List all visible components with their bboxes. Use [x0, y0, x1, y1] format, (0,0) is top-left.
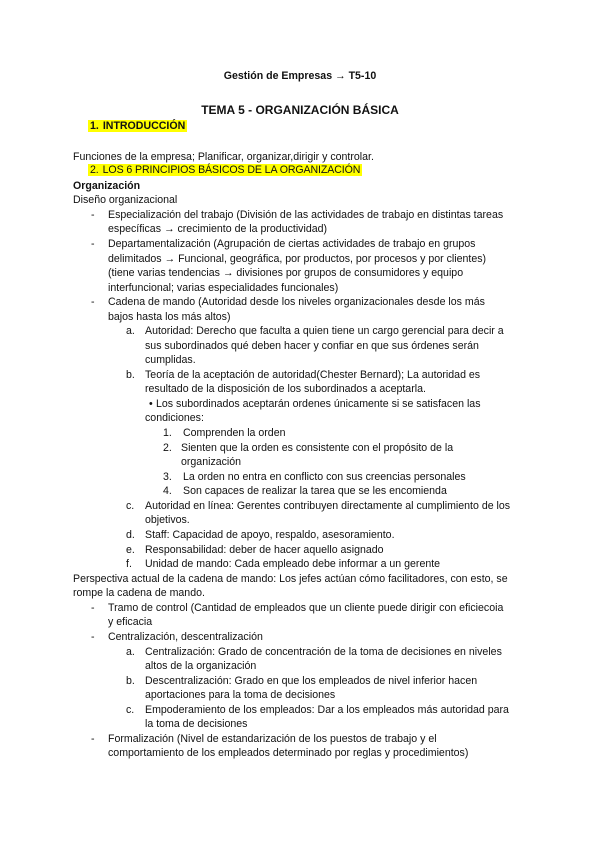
dash-marker: - — [91, 602, 95, 614]
condicion-3: La orden no entra en conflicto con sus creencias personales — [183, 471, 466, 483]
autoridad-linea-line1: Autoridad en línea: Gerentes contribuyen directamente al cumplimiento de los — [145, 500, 511, 512]
tramo-line1: Tramo de control (Cantidad de empleados que un cliente puede dirigir con eficiecoia — [108, 602, 504, 614]
section-number: 1. — [90, 120, 99, 132]
list-marker-c: c. — [126, 500, 135, 512]
departamentalizacion-line2: delimitados → Funcional, geográfica, por productos, por procesos y por clientes) — [108, 253, 487, 265]
list-marker-a: a. — [126, 646, 135, 658]
unidad-mando-line: Unidad de mando: Cada empleado debe informar a un gerente — [145, 558, 441, 570]
cadena-line2: bajos hasta los más altos) — [108, 311, 231, 323]
centralizacion-heading: Centralización, descentralización — [108, 631, 263, 643]
list-marker-2: 2. — [163, 442, 172, 454]
list-marker-c: c. — [126, 704, 135, 716]
list-marker-4: 4. — [163, 485, 172, 497]
cadena-line1: Cadena de mando (Autoridad desde los niveles organizacionales desde los más — [108, 296, 485, 308]
condicion-1: Comprenden la orden — [183, 427, 286, 439]
autoridad-line3: cumplidas. — [145, 354, 196, 366]
dash-marker: - — [91, 209, 95, 221]
especializacion-line2: específicas → crecimiento de la productividad) — [108, 223, 328, 235]
condicion-2-line2: organización — [181, 456, 242, 468]
organizacion-heading: Organización — [73, 180, 141, 192]
condiciones-line2: condiciones: — [145, 412, 204, 424]
section-label: LOS 6 PRINCIPIOS BÁSICOS DE LA ORGANIZACIÓN — [102, 164, 361, 176]
condiciones-line1: Los subordinados aceptarán ordenes únicamente si se satisfacen las — [156, 398, 481, 410]
departamentalizacion-line3: (tiene varias tendencias → divisiones por grupos de consumidores y equipo — [108, 267, 464, 279]
departamentalizacion-line1: Departamentalización (Agrupación de ciertas actividades de trabajo en grupos — [108, 238, 476, 250]
empoderamiento-line2: la toma de decisiones — [145, 718, 248, 730]
list-marker-d: d. — [126, 529, 135, 541]
document-header: Gestión de Empresas → T5-10 — [223, 70, 377, 82]
list-marker-b: b. — [126, 369, 135, 381]
dash-marker: - — [91, 733, 95, 745]
list-marker-b: b. — [126, 675, 135, 687]
descentralizacion-line2: aportaciones para la toma de decisiones — [145, 689, 336, 701]
autoridad-line1: Autoridad: Derecho que faculta a quien tiene un cargo gerencial para decir a — [145, 325, 504, 337]
aceptacion-line2: resultado de la disposición de los subordinados a aceptarla. — [145, 383, 426, 395]
list-marker-f: f. — [126, 558, 132, 570]
list-marker-e: e. — [126, 544, 135, 556]
section-heading-introduccion — [88, 119, 187, 133]
empoderamiento-line1: Empoderamiento de los empleados: Dar a los empleados más autoridad para — [145, 704, 509, 716]
tramo-line2: y eficacia — [108, 616, 153, 628]
especializacion-line1: Especialización del trabajo (División de las actividades de trabajo en distintas tareas — [108, 209, 504, 221]
autoridad-linea-line2: objetivos. — [145, 514, 190, 526]
list-marker-a: a. — [126, 325, 135, 337]
dash-marker: - — [91, 296, 95, 308]
page-title: TEMA 5 - ORGANIZACIÓN BÁSICA — [201, 103, 399, 117]
bullet-marker: • — [149, 398, 153, 410]
autoridad-line2: sus subordinados qué deben hacer y confiar en que sus órdenes serán — [145, 340, 479, 352]
centralizacion-line1: Centralización: Grado de concentración de la toma de decisiones en niveles — [145, 646, 502, 658]
responsabilidad-line: Responsabilidad: deber de hacer aquello asignado — [145, 544, 384, 556]
section-label: INTRODUCCIÓN — [102, 120, 186, 132]
intro-text: Funciones de la empresa; Planificar, organizar,dirigir y controlar. — [73, 151, 374, 163]
section-heading-principios — [88, 163, 362, 177]
staff-line: Staff: Capacidad de apoyo, respaldo, asesoramiento. — [145, 529, 395, 541]
dash-marker: - — [91, 238, 95, 250]
centralizacion-line2: altos de la organización — [145, 660, 257, 672]
condicion-2-line1: Sienten que la orden es consistente con el propósito de la — [181, 442, 454, 454]
perspectiva-line1: Perspectiva actual de la cadena de mando: Los jefes actúan cómo facilitadores, con esto, se — [73, 573, 508, 585]
dash-marker: - — [91, 631, 95, 643]
formalizacion-line1: Formalización (Nivel de estandarización de los puestos de trabajo y el — [108, 733, 437, 745]
section-number: 2. — [90, 164, 99, 176]
condicion-4: Son capaces de realizar la tarea que se les encomienda — [183, 485, 447, 497]
list-marker-3: 3. — [163, 471, 172, 483]
perspectiva-line2: rompe la cadena de mando. — [73, 587, 205, 599]
list-marker-1: 1. — [163, 427, 172, 439]
diseno-organizacional: Diseño organizacional — [73, 194, 178, 206]
descentralizacion-line1: Descentralización: Grado en que los empleados de nivel inferior hacen — [145, 675, 478, 687]
formalizacion-line2: comportamiento de los empleados determinado por reglas y procedimientos) — [108, 747, 469, 759]
departamentalizacion-line4: interfuncional; varias especialidades funcionales) — [108, 282, 339, 294]
aceptacion-line1: Teoría de la aceptación de autoridad(Chester Bernard); La autoridad es — [145, 369, 481, 381]
